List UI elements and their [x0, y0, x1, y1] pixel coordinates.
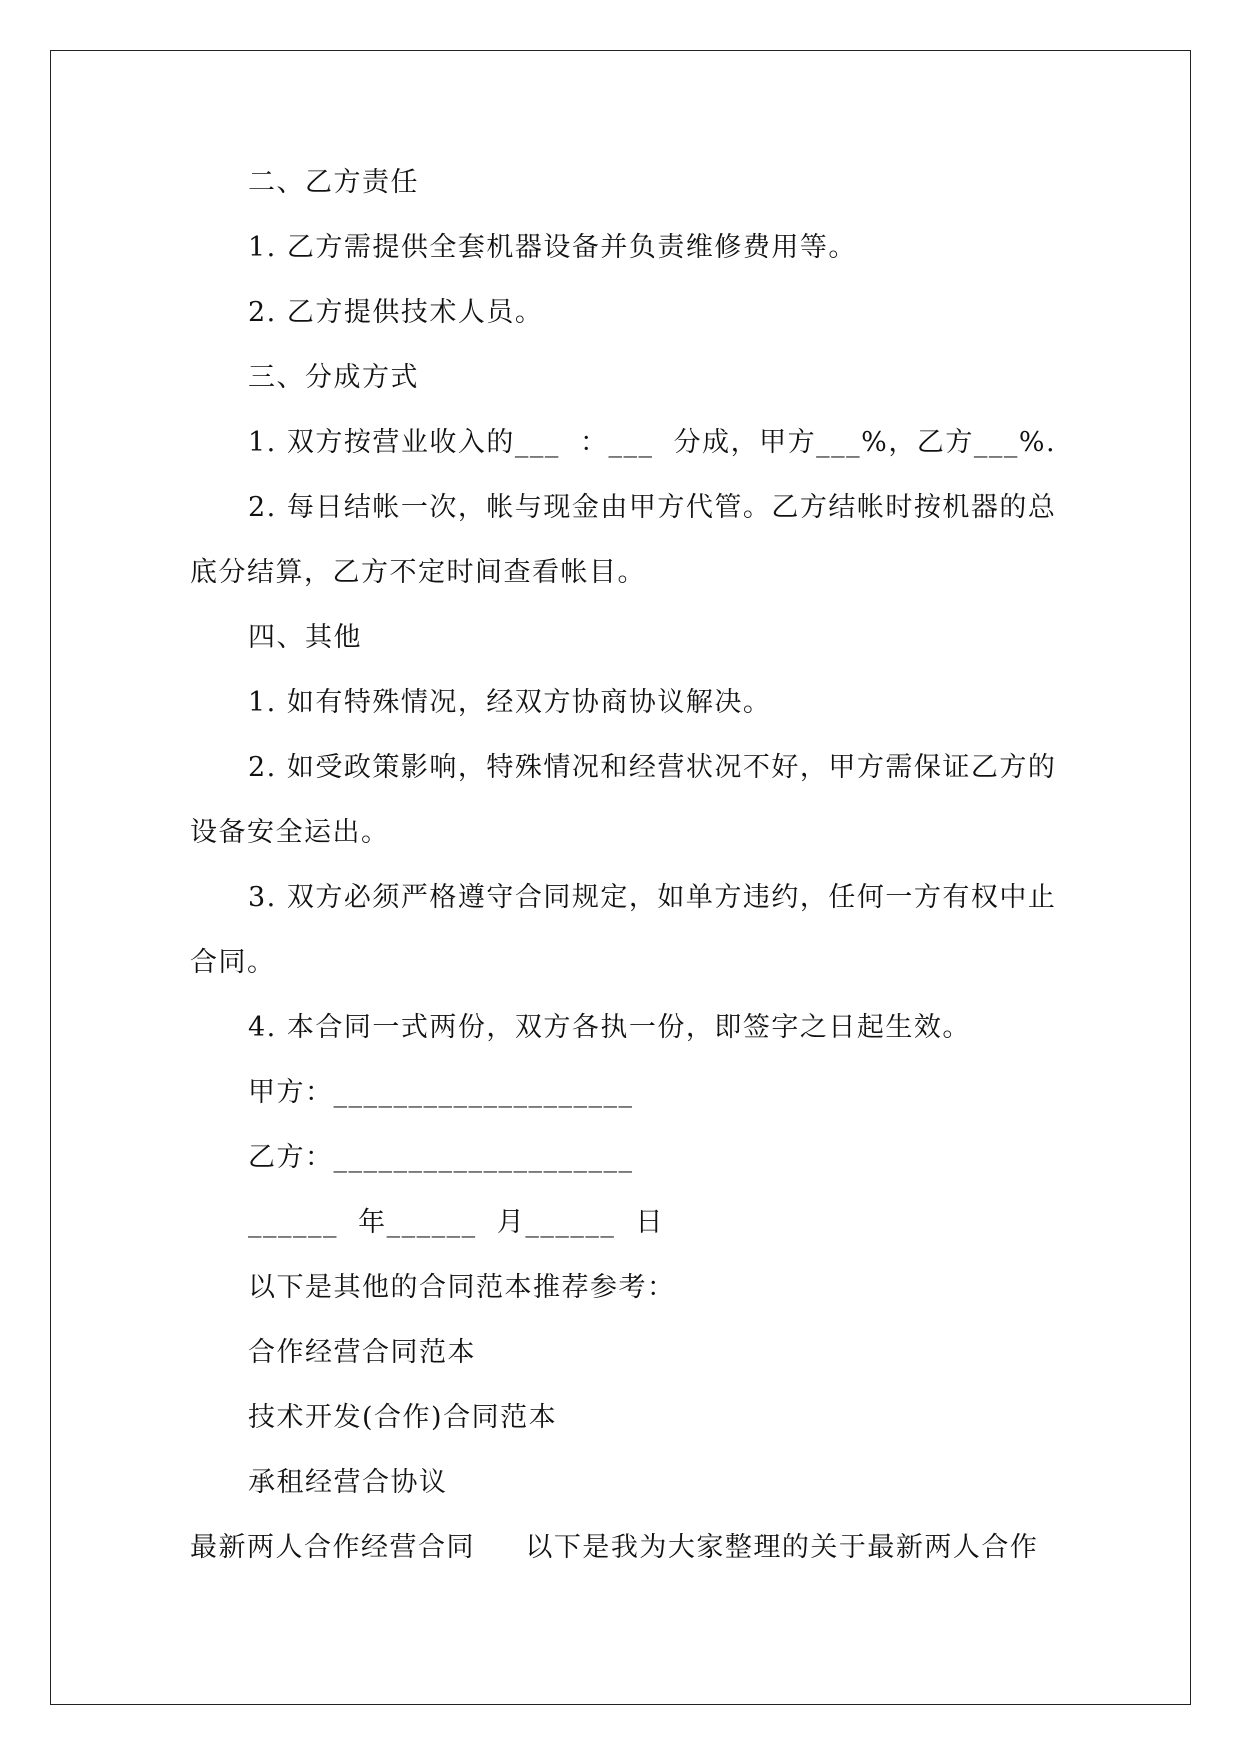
section-heading-profit-sharing: 三、分成方式: [248, 362, 419, 393]
signature-line-party-a: 甲方：____________________: [248, 1077, 634, 1108]
clause-paragraph: 2. 每日结帐一次，帐与现金由甲方代管。乙方结帐时按机器的总: [248, 492, 1057, 523]
clause-paragraph: 2. 乙方提供技术人员。: [248, 297, 544, 328]
clause-paragraph: 1. 乙方需提供全套机器设备并负责维修费用等。: [248, 232, 857, 263]
recommended-contract-item: 承租经营合协议: [248, 1467, 448, 1498]
recommended-contract-item: 技术开发(合作)合同范本: [248, 1402, 558, 1433]
signature-line-party-b: 乙方：____________________: [248, 1142, 634, 1173]
section-heading-party-b-duties: 二、乙方责任: [248, 167, 419, 198]
clause-paragraph-continuation: 设备安全运出。: [190, 817, 390, 848]
next-document-title-line: 最新两人合作经营合同 以下是我为大家整理的关于最新两人合作: [190, 1532, 1039, 1563]
clause-paragraph-continuation: 合同。: [190, 947, 276, 978]
clause-paragraph-continuation: 底分结算，乙方不定时间查看帐目。: [190, 557, 646, 588]
date-line: ______ 年______ 月______ 日: [248, 1207, 664, 1238]
clause-paragraph: 4. 本合同一式两份，双方各执一份，即签字之日起生效。: [248, 1012, 971, 1043]
clause-paragraph: 3. 双方必须严格遵守合同规定，如单方违约，任何一方有权中止: [248, 882, 1057, 913]
clause-paragraph: 1. 双方按营业收入的___ ：___ 分成，甲方___%，乙方___%.: [248, 427, 1057, 458]
section-heading-other: 四、其他: [248, 622, 362, 653]
recommendations-intro: 以下是其他的合同范本推荐参考：: [248, 1272, 676, 1303]
clause-paragraph: 2. 如受政策影响，特殊情况和经营状况不好，甲方需保证乙方的: [248, 752, 1057, 783]
recommended-contract-item: 合作经营合同范本: [248, 1337, 476, 1368]
clause-paragraph: 1. 如有特殊情况，经双方协商协议解决。: [248, 687, 772, 718]
document-body: [190, 150, 1060, 1580]
